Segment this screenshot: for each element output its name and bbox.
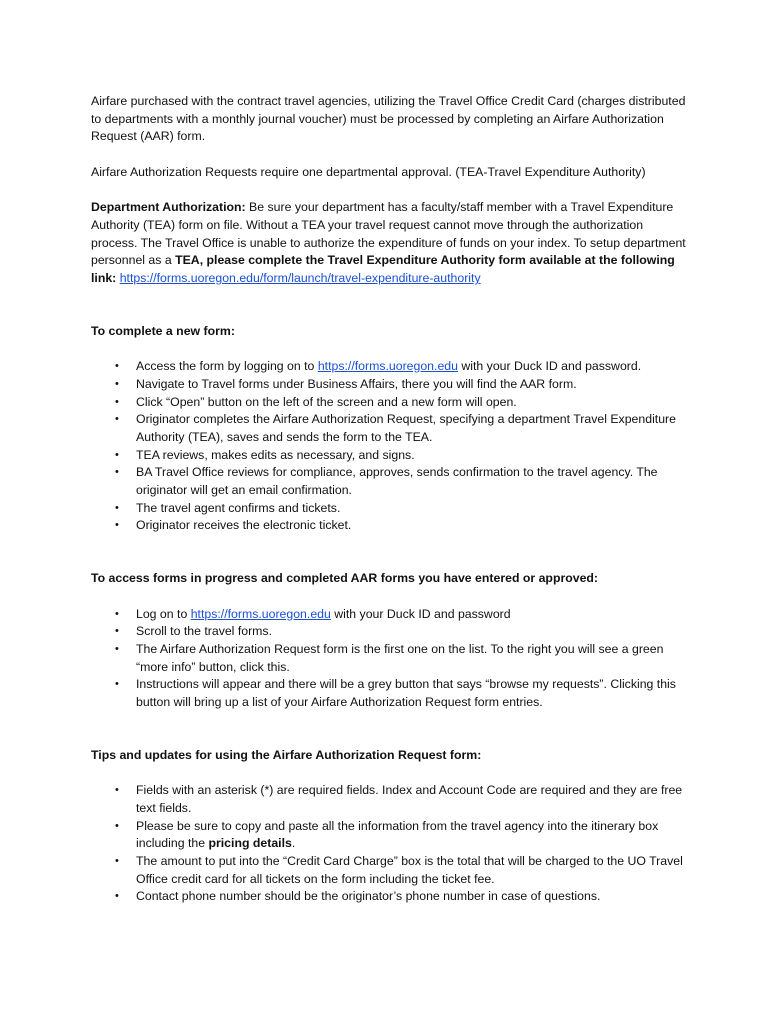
intro-paragraph-1: Airfare purchased with the contract travel agencies, utilizing the Travel Office Credit Card (charges distributed to departments with a monthly journal voucher) must be processed by completing an Airfare Authorization Request (AAR) form. <box>91 94 686 144</box>
list-item <box>91 606 691 624</box>
bullet-icon: • <box>115 642 119 655</box>
list-item-text: The amount to put into the “Credit Card Charge” box is the total that will be charged to the UO Travel Office credit card for all tickets on the form including the ticket fee. <box>136 853 683 886</box>
tea-instruction-bold: TEA, please complete the Travel Expenditure Authority form available at the following link: <box>91 253 675 285</box>
list-item <box>91 394 691 412</box>
list-item <box>91 623 691 641</box>
list-item <box>91 641 691 676</box>
department-authorization-label: Department Authorization: <box>91 200 246 215</box>
pricing-details-bold: pricing details <box>208 836 292 851</box>
list-item-text: Log on to <box>136 606 191 621</box>
bullet-icon: • <box>115 395 119 408</box>
bullet-icon: • <box>115 890 119 903</box>
spacer <box>91 288 691 323</box>
list-item-text: Fields with an asterisk (*) are required fields. Index and Account Code are required and they are free text fields. <box>136 783 683 815</box>
list-item-text: Access the form by logging on to <box>136 359 318 374</box>
list-item <box>91 464 691 499</box>
forms-portal-link[interactable]: https://forms.uoregon.edu <box>317 359 458 374</box>
list-item-text: Instructions will appear and there will be a grey button that says “browse my requests”. Clicking this button will bring up a list of your Airfare Authorization Request form entries. <box>136 677 676 710</box>
department-authorization-paragraph <box>91 199 691 288</box>
list-item-text: Please be sure to copy and paste all the information from the travel agency into the itinerary box including the <box>136 818 659 851</box>
bullet-icon: • <box>115 377 119 390</box>
bullet-icon: • <box>115 413 119 426</box>
list-item-text: with your Duck ID and password <box>330 606 511 621</box>
spacer <box>91 712 691 747</box>
bullet-icon: • <box>115 625 119 638</box>
bullet-icon: • <box>115 448 119 461</box>
bullet-icon: • <box>115 854 119 867</box>
access-forms-heading: To access forms in progress and completed AAR forms you have entered or approved: <box>91 571 599 586</box>
list-item-text: with your Duck ID and password. <box>457 359 642 374</box>
bullet-icon: • <box>115 501 119 514</box>
tips-list <box>91 782 691 906</box>
list-item <box>91 853 691 888</box>
list-item-text: The Airfare Authorization Request form is the first one on the list. To the right you will see a green “more info” button, click this. <box>136 641 664 674</box>
list-item <box>91 517 691 535</box>
bullet-icon: • <box>115 360 119 373</box>
spacer <box>91 535 691 570</box>
new-form-steps-list <box>91 358 691 535</box>
new-form-heading: To complete a new form: <box>91 323 235 338</box>
list-item-text: Navigate to Travel forms under Business Affairs, there you will find the AAR form. <box>136 376 577 391</box>
list-item <box>91 676 691 711</box>
bullet-icon: • <box>115 784 119 797</box>
list-item <box>91 782 691 817</box>
access-forms-steps-list <box>91 606 691 712</box>
list-item-text: Contact phone number should be the originator’s phone number in case of questions. <box>136 889 601 904</box>
list-item-text: Click “Open” button on the left of the screen and a new form will open. <box>136 394 517 409</box>
list-item <box>91 888 691 906</box>
intro-paragraph-2: Airfare Authorization Requests require one departmental approval. (TEA-Travel Expenditure Authority) <box>91 164 646 179</box>
list-item <box>91 447 691 465</box>
tea-form-link[interactable]: https://forms.uoregon.edu/form/launch/travel-expenditure-authority <box>119 271 481 285</box>
list-item-text: The travel agent confirms and tickets. <box>136 500 341 515</box>
list-item <box>91 818 691 853</box>
tips-heading: Tips and updates for using the Airfare Authorization Request form: <box>91 747 482 762</box>
bullet-icon: • <box>115 466 119 479</box>
list-item-text: BA Travel Office reviews for compliance, approves, sends confirmation to the travel agency. The originator will get an email confirmation. <box>136 465 658 498</box>
bullet-icon: • <box>115 607 119 620</box>
document-body <box>91 93 691 906</box>
forms-portal-link[interactable]: https://forms.uoregon.edu <box>190 606 331 621</box>
list-item <box>91 376 691 394</box>
list-item-text: . <box>291 836 296 851</box>
list-item <box>91 358 691 376</box>
list-item <box>91 411 691 446</box>
list-item <box>91 500 691 518</box>
bullet-icon: • <box>115 519 119 532</box>
list-item-text: Originator completes the Airfare Authorization Request, specifying a department Travel Expenditure Authority (TEA), saves and sends the form to the TEA. <box>136 412 676 444</box>
bullet-icon: • <box>115 678 119 691</box>
bullet-icon: • <box>115 819 119 832</box>
department-authorization-text: Be sure your department has a faculty/staff member with a Travel Expenditure Authority (TEA) form on file. Without a TEA your travel request cannot move through the authorization process. The Travel Office is unable to authorize the expenditure of funds on your index. To setup department personnel as a <box>91 200 686 268</box>
list-item-text: Originator receives the electronic ticket. <box>136 518 352 533</box>
list-item-text: Scroll to the travel forms. <box>136 624 272 639</box>
list-item-text: TEA reviews, makes edits as necessary, and signs. <box>136 447 415 462</box>
